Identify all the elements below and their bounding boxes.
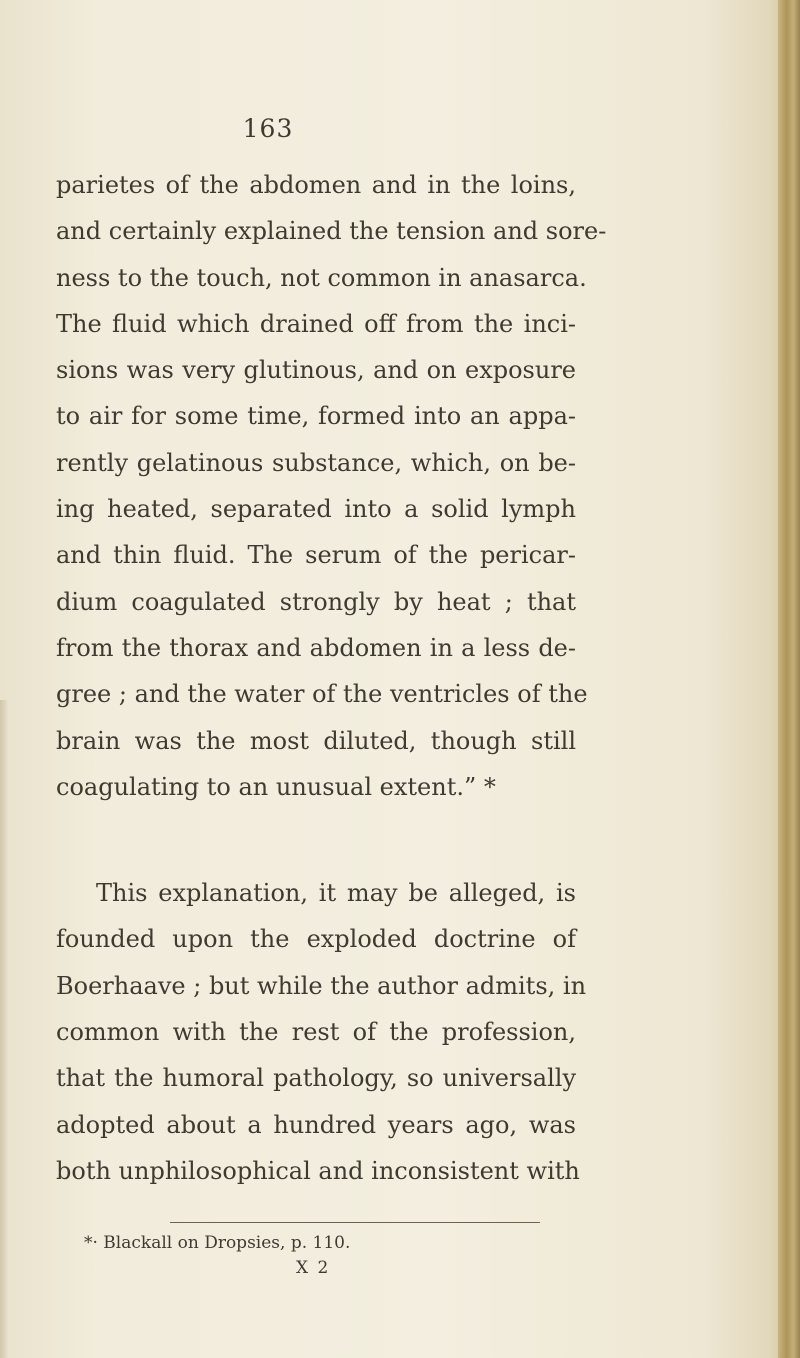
text-line: ness to the touch, not common in anasarca. (56, 263, 587, 292)
text-line: ing heated, separated into a solid lymph (56, 495, 576, 524)
text-line: common with the rest of the profession, (56, 1018, 576, 1047)
text-line: both unphilosophical and inconsistent with (56, 1156, 580, 1185)
body-text (56, 162, 607, 1194)
text-line: rently gelatinous substance, which, on be- (56, 448, 576, 477)
page-left-edge (0, 700, 8, 1358)
text-line: to air for some time, formed into an appa- (56, 402, 576, 431)
page-binding-edge (778, 0, 800, 1358)
text-line: that the humoral pathology, so universally (56, 1064, 576, 1093)
text-line: Boerhaave ; but while the author admits, in (56, 971, 587, 1000)
paragraph-2 (56, 870, 587, 1194)
text-line: gree ; and the water of the ventricles of the (56, 680, 588, 709)
text-line: dium coagulated strongly by heat ; that (56, 587, 576, 616)
paragraph-gap (56, 810, 576, 870)
text-line: coagulating to an unusual extent.” * (56, 772, 496, 801)
footnote: *· Blackall on Dropsies, p. 110. (84, 1233, 351, 1254)
signature-mark: X 2 (296, 1258, 331, 1279)
page-number: 163 (242, 114, 294, 143)
text-line: brain was the most diluted, though still (56, 726, 576, 755)
paragraph-1 (56, 162, 607, 810)
text-line: from the thorax and abdomen in a less de- (56, 633, 576, 662)
text-line: and certainly explained the tension and sore- (56, 217, 607, 246)
text-line: This explanation, it may be alleged, is (96, 879, 576, 908)
text-line: founded upon the exploded doctrine of (56, 925, 576, 954)
text-line: parietes of the abdomen and in the loins, (56, 171, 576, 199)
text-line: adopted about a hundred years ago, was (56, 1110, 576, 1139)
text-line: sions was very glutinous, and on exposure (56, 356, 576, 385)
text-line: The fluid which drained off from the inci- (56, 309, 576, 338)
text-line: and thin fluid. The serum of the pericar- (56, 541, 576, 570)
footnote-rule (170, 1222, 540, 1223)
